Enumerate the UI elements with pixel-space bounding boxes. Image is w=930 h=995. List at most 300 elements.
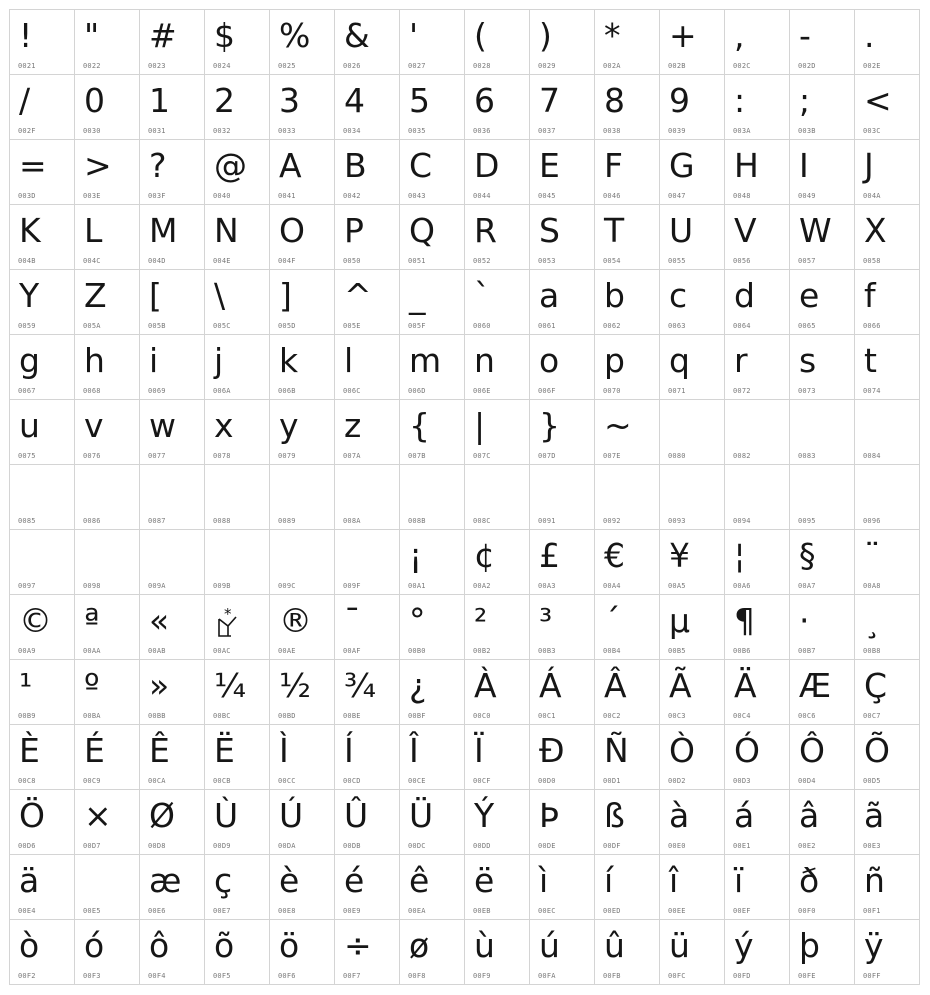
- glyph-cell[interactable]: [205, 790, 270, 855]
- glyph-cell[interactable]: [465, 335, 530, 400]
- glyph-cell[interactable]: [140, 140, 205, 205]
- glyph-cell[interactable]: [725, 400, 790, 465]
- glyph-cell[interactable]: [205, 270, 270, 335]
- glyph-cell[interactable]: [335, 660, 400, 725]
- glyph-cell[interactable]: [10, 140, 75, 205]
- glyph-char: û: [604, 926, 625, 965]
- glyph-code-label: 007A: [343, 452, 361, 460]
- glyph-cell[interactable]: [530, 595, 595, 660]
- glyph-cell[interactable]: [75, 205, 140, 270]
- glyph-cell[interactable]: [595, 660, 660, 725]
- glyph-cell[interactable]: [530, 335, 595, 400]
- glyph-cell[interactable]: [530, 725, 595, 790]
- glyph-code-label: 0058: [863, 257, 881, 265]
- glyph-code-label: 0056: [733, 257, 751, 265]
- glyph-cell[interactable]: [270, 400, 335, 465]
- glyph-code-label: 004B: [18, 257, 36, 265]
- glyph-code-label: 00DD: [473, 842, 491, 850]
- glyph-cell[interactable]: [660, 75, 725, 140]
- glyph-cell[interactable]: [660, 270, 725, 335]
- glyph-cell[interactable]: [790, 140, 855, 205]
- glyph-cell[interactable]: [855, 920, 920, 985]
- glyph-cell[interactable]: [140, 920, 205, 985]
- glyph-cell[interactable]: [205, 725, 270, 790]
- glyph-cell[interactable]: [465, 10, 530, 75]
- glyph-code-label: 00A2: [473, 582, 491, 590]
- glyph-cell[interactable]: [400, 725, 465, 790]
- glyph-cell[interactable]: [595, 75, 660, 140]
- glyph-code-label: 005E: [343, 322, 361, 330]
- glyph-cell[interactable]: [270, 75, 335, 140]
- glyph-cell[interactable]: [530, 790, 595, 855]
- glyph-cell[interactable]: [465, 140, 530, 205]
- glyph-char: ª: [84, 601, 100, 640]
- glyph-cell[interactable]: [10, 920, 75, 985]
- glyph-code-label: 005D: [278, 322, 296, 330]
- glyph-cell[interactable]: [205, 660, 270, 725]
- glyph-cell[interactable]: [465, 465, 530, 530]
- glyph-cell[interactable]: [75, 660, 140, 725]
- glyph-cell[interactable]: [335, 855, 400, 920]
- glyph-cell[interactable]: [530, 205, 595, 270]
- glyph-cell[interactable]: [790, 790, 855, 855]
- glyph-cell[interactable]: [465, 400, 530, 465]
- glyph-cell[interactable]: [205, 530, 270, 595]
- glyph-cell[interactable]: [335, 465, 400, 530]
- glyph-cell[interactable]: [10, 725, 75, 790]
- glyph-cell[interactable]: [75, 335, 140, 400]
- glyph-cell[interactable]: [465, 75, 530, 140]
- glyph-cell[interactable]: [855, 140, 920, 205]
- glyph-cell[interactable]: [335, 140, 400, 205]
- glyph-cell[interactable]: [855, 10, 920, 75]
- glyph-code-label: 00F7: [343, 972, 361, 980]
- glyph-cell[interactable]: [140, 790, 205, 855]
- glyph-cell[interactable]: [10, 205, 75, 270]
- glyph-code-label: 00A5: [668, 582, 686, 590]
- svg-text:*: *: [224, 605, 232, 623]
- glyph-cell[interactable]: [75, 10, 140, 75]
- glyph-char: L: [84, 211, 103, 250]
- glyph-char: K: [19, 211, 41, 250]
- glyph-cell[interactable]: [855, 790, 920, 855]
- glyph-cell[interactable]: [75, 75, 140, 140]
- glyph-cell[interactable]: [400, 400, 465, 465]
- glyph-cell[interactable]: [140, 75, 205, 140]
- glyph-cell[interactable]: [140, 855, 205, 920]
- glyph-char: 1: [149, 81, 170, 120]
- glyph-cell[interactable]: [725, 75, 790, 140]
- glyph-cell[interactable]: [400, 660, 465, 725]
- glyph-char: ð: [799, 861, 820, 900]
- glyph-cell[interactable]: [660, 725, 725, 790]
- glyph-code-label: 00EE: [668, 907, 686, 915]
- glyph-cell[interactable]: [465, 205, 530, 270]
- glyph-code-label: 00D1: [603, 777, 621, 785]
- glyph-char: 2: [214, 81, 235, 120]
- glyph-cell[interactable]: [595, 725, 660, 790]
- glyph-cell[interactable]: [400, 595, 465, 660]
- glyph-cell[interactable]: [400, 335, 465, 400]
- glyph-cell[interactable]: [530, 140, 595, 205]
- glyph-cell[interactable]: [400, 790, 465, 855]
- glyph-code-label: 00A6: [733, 582, 751, 590]
- glyph-cell[interactable]: [205, 595, 270, 660]
- glyph-cell[interactable]: [790, 920, 855, 985]
- glyph-cell[interactable]: [595, 335, 660, 400]
- glyph-cell[interactable]: [725, 920, 790, 985]
- glyph-char: Ï: [474, 731, 484, 770]
- glyph-cell[interactable]: [205, 10, 270, 75]
- glyph-code-label: 00E7: [213, 907, 231, 915]
- glyph-cell[interactable]: [75, 855, 140, 920]
- glyph-cell[interactable]: [530, 270, 595, 335]
- glyph-char: Ô: [799, 731, 825, 770]
- glyph-cell[interactable]: [855, 855, 920, 920]
- glyph-code-label: 00F6: [278, 972, 296, 980]
- glyph-code-label: 0064: [733, 322, 751, 330]
- glyph-code-label: 003C: [863, 127, 881, 135]
- glyph-cell[interactable]: [465, 530, 530, 595]
- glyph-char: º: [84, 666, 100, 705]
- glyph-char: 0: [84, 81, 105, 120]
- glyph-code-label: 0032: [213, 127, 231, 135]
- glyph-cell[interactable]: [530, 855, 595, 920]
- glyph-cell[interactable]: [140, 10, 205, 75]
- glyph-cell[interactable]: [855, 465, 920, 530]
- glyph-cell[interactable]: [725, 140, 790, 205]
- glyph-cell[interactable]: [10, 270, 75, 335]
- glyph-cell[interactable]: [465, 855, 530, 920]
- glyph-cell[interactable]: [660, 595, 725, 660]
- glyph-char: ¹: [19, 666, 33, 705]
- glyph-cell[interactable]: [140, 270, 205, 335]
- glyph-cell[interactable]: [595, 595, 660, 660]
- glyph-cell[interactable]: [75, 790, 140, 855]
- glyph-cell[interactable]: [75, 140, 140, 205]
- glyph-cell[interactable]: [75, 530, 140, 595]
- glyph-cell[interactable]: [75, 465, 140, 530]
- glyph-code-label: 00A9: [18, 647, 36, 655]
- glyph-cell[interactable]: [855, 335, 920, 400]
- glyph-cell[interactable]: [10, 790, 75, 855]
- glyph-code-label: 00FB: [603, 972, 621, 980]
- glyph-cell[interactable]: [400, 920, 465, 985]
- glyph-cell[interactable]: [855, 75, 920, 140]
- glyph-char: -: [799, 16, 811, 55]
- glyph-cell[interactable]: [140, 465, 205, 530]
- glyph-cell[interactable]: [855, 205, 920, 270]
- glyph-code-label: 0025: [278, 62, 296, 70]
- glyph-cell[interactable]: [530, 465, 595, 530]
- glyph-cell[interactable]: [790, 335, 855, 400]
- glyph-code-label: 007C: [473, 452, 491, 460]
- glyph-cell[interactable]: [10, 75, 75, 140]
- glyph-cell[interactable]: [660, 205, 725, 270]
- glyph-code-label: 00B3: [538, 647, 556, 655]
- glyph-cell[interactable]: [790, 270, 855, 335]
- glyph-cell[interactable]: [205, 335, 270, 400]
- glyph-cell[interactable]: [10, 855, 75, 920]
- glyph-cell[interactable]: [660, 660, 725, 725]
- glyph-cell[interactable]: [10, 530, 75, 595]
- glyph-code-label: 006C: [343, 387, 361, 395]
- glyph-cell[interactable]: [140, 335, 205, 400]
- glyph-cell[interactable]: [400, 140, 465, 205]
- glyph-char: õ: [214, 926, 235, 965]
- glyph-code-label: 0073: [798, 387, 816, 395]
- glyph-cell[interactable]: [270, 270, 335, 335]
- glyph-cell[interactable]: [530, 75, 595, 140]
- glyph-cell[interactable]: [595, 790, 660, 855]
- glyph-cell[interactable]: [205, 140, 270, 205]
- glyph-char: Þ: [539, 796, 559, 835]
- glyph-cell[interactable]: [205, 920, 270, 985]
- glyph-cell[interactable]: [335, 920, 400, 985]
- glyph-cell[interactable]: [660, 920, 725, 985]
- glyph-cell[interactable]: [465, 920, 530, 985]
- glyph-cell[interactable]: [270, 140, 335, 205]
- glyph-cell[interactable]: [790, 725, 855, 790]
- glyph-cell[interactable]: [530, 660, 595, 725]
- glyph-cell[interactable]: [660, 400, 725, 465]
- glyph-code-label: 006D: [408, 387, 426, 395]
- glyph-char: ": [84, 16, 100, 55]
- glyph-cell[interactable]: [140, 660, 205, 725]
- glyph-code-label: 00AE: [278, 647, 296, 655]
- glyph-code-label: 00B7: [798, 647, 816, 655]
- glyph-char: 9: [669, 81, 690, 120]
- glyph-cell[interactable]: [725, 335, 790, 400]
- glyph-cell[interactable]: [465, 270, 530, 335]
- glyph-cell[interactable]: [725, 725, 790, 790]
- glyph-cell[interactable]: [205, 465, 270, 530]
- glyph-cell[interactable]: [790, 660, 855, 725]
- glyph-cell[interactable]: [790, 10, 855, 75]
- glyph-cell[interactable]: [270, 595, 335, 660]
- glyph-cell[interactable]: [270, 725, 335, 790]
- glyph-code-label: 0061: [538, 322, 556, 330]
- glyph-cell[interactable]: [270, 920, 335, 985]
- glyph-cell[interactable]: [270, 790, 335, 855]
- glyph-cell[interactable]: [335, 595, 400, 660]
- glyph-cell[interactable]: [335, 790, 400, 855]
- glyph-cell[interactable]: [205, 400, 270, 465]
- glyph-char: À: [474, 666, 497, 705]
- glyph-cell[interactable]: [465, 595, 530, 660]
- glyph-cell[interactable]: [140, 595, 205, 660]
- glyph-code-label: 0080: [668, 452, 686, 460]
- glyph-char: ç: [214, 861, 233, 900]
- glyph-cell[interactable]: [725, 465, 790, 530]
- glyph-char: (: [474, 16, 487, 55]
- glyph-cell[interactable]: [400, 855, 465, 920]
- glyph-cell[interactable]: [855, 660, 920, 725]
- glyph-cell[interactable]: [270, 465, 335, 530]
- glyph-code-label: 003F: [148, 192, 166, 200]
- glyph-cell[interactable]: [75, 270, 140, 335]
- glyph-cell[interactable]: [725, 270, 790, 335]
- glyph-char: ³: [539, 601, 553, 640]
- glyph-cell[interactable]: [335, 530, 400, 595]
- glyph-cell[interactable]: [335, 400, 400, 465]
- glyph-cell[interactable]: [530, 920, 595, 985]
- glyph-cell[interactable]: [270, 855, 335, 920]
- glyph-cell[interactable]: [660, 855, 725, 920]
- glyph-cell[interactable]: [595, 920, 660, 985]
- glyph-cell[interactable]: [595, 10, 660, 75]
- glyph-cell[interactable]: [335, 75, 400, 140]
- glyph-cell[interactable]: [10, 660, 75, 725]
- glyph-cell[interactable]: [790, 75, 855, 140]
- glyph-cell[interactable]: [790, 205, 855, 270]
- glyph-char: U: [669, 211, 694, 250]
- glyph-cell[interactable]: [660, 335, 725, 400]
- glyph-cell[interactable]: [465, 790, 530, 855]
- glyph-cell[interactable]: [595, 465, 660, 530]
- glyph-char: =: [19, 146, 47, 185]
- glyph-cell[interactable]: [205, 855, 270, 920]
- glyph-cell[interactable]: [140, 400, 205, 465]
- glyph-char: ÿ: [864, 926, 884, 965]
- glyph-cell[interactable]: [725, 790, 790, 855]
- glyph-char: .: [864, 16, 875, 55]
- glyph-char: ö: [279, 926, 300, 965]
- glyph-cell[interactable]: [400, 270, 465, 335]
- glyph-code-label: 00B4: [603, 647, 621, 655]
- glyph-cell[interactable]: [205, 75, 270, 140]
- glyph-char: Ä: [734, 666, 757, 705]
- glyph-code-label: 00BB: [148, 712, 166, 720]
- glyph-cell[interactable]: [400, 205, 465, 270]
- glyph-cell[interactable]: [205, 205, 270, 270]
- glyph-cell[interactable]: [725, 10, 790, 75]
- glyph-cell[interactable]: [400, 75, 465, 140]
- glyph-cell[interactable]: [10, 595, 75, 660]
- glyph-code-label: 0031: [148, 127, 166, 135]
- glyph-cell[interactable]: [75, 400, 140, 465]
- glyph-char: ¢: [474, 536, 495, 575]
- glyph-cell[interactable]: [270, 10, 335, 75]
- glyph-cell[interactable]: [595, 205, 660, 270]
- glyph-cell[interactable]: [75, 920, 140, 985]
- glyph-code-label: 00C1: [538, 712, 556, 720]
- glyph-cell[interactable]: [790, 400, 855, 465]
- glyph-char: ú: [539, 926, 560, 965]
- glyph-cell[interactable]: [855, 595, 920, 660]
- glyph-code-label: 002A: [603, 62, 621, 70]
- glyph-cell[interactable]: [400, 530, 465, 595]
- glyph-cell[interactable]: [75, 725, 140, 790]
- glyph-cell[interactable]: [140, 530, 205, 595]
- glyph-cell[interactable]: [270, 660, 335, 725]
- glyph-cell[interactable]: [660, 530, 725, 595]
- glyph-cell[interactable]: [400, 465, 465, 530]
- glyph-cell[interactable]: [335, 270, 400, 335]
- glyph-cell[interactable]: [270, 205, 335, 270]
- glyph-cell[interactable]: [335, 725, 400, 790]
- glyph-cell[interactable]: [140, 205, 205, 270]
- glyph-cell[interactable]: [530, 10, 595, 75]
- glyph-cell[interactable]: [725, 855, 790, 920]
- glyph-cell[interactable]: [10, 10, 75, 75]
- glyph-cell[interactable]: [10, 335, 75, 400]
- glyph-cell[interactable]: [140, 725, 205, 790]
- glyph-code-label: 0094: [733, 517, 751, 525]
- glyph-char: _: [409, 276, 426, 315]
- glyph-cell[interactable]: [855, 725, 920, 790]
- glyph-char: c: [669, 276, 688, 315]
- glyph-char: Æ: [799, 666, 832, 705]
- glyph-char: D: [474, 146, 500, 185]
- glyph-cell[interactable]: [660, 790, 725, 855]
- glyph-cell[interactable]: [725, 660, 790, 725]
- glyph-cell[interactable]: [335, 335, 400, 400]
- glyph-char: S: [539, 211, 560, 250]
- glyph-cell[interactable]: [660, 140, 725, 205]
- glyph-code-label: 00EC: [538, 907, 556, 915]
- glyph-char: W: [799, 211, 832, 250]
- glyph-code-label: 0077: [148, 452, 166, 460]
- glyph-char: ¥: [669, 536, 690, 575]
- glyph-code-label: 0035: [408, 127, 426, 135]
- glyph-char: à: [669, 796, 690, 835]
- glyph-cell[interactable]: [790, 465, 855, 530]
- glyph-cell[interactable]: [530, 530, 595, 595]
- glyph-cell[interactable]: [660, 10, 725, 75]
- glyph-cell[interactable]: [465, 725, 530, 790]
- glyph-cell[interactable]: [400, 10, 465, 75]
- glyph-cell[interactable]: [595, 400, 660, 465]
- glyph-cell[interactable]: [75, 595, 140, 660]
- glyph-char: ï: [734, 861, 744, 900]
- glyph-cell[interactable]: [465, 660, 530, 725]
- glyph-char: ¸: [864, 601, 881, 640]
- glyph-cell[interactable]: [10, 400, 75, 465]
- glyph-code-label: 0063: [668, 322, 686, 330]
- glyph-char: ?: [149, 146, 167, 185]
- glyph-cell[interactable]: [595, 530, 660, 595]
- glyph-cell[interactable]: [335, 10, 400, 75]
- glyph-cell[interactable]: [595, 140, 660, 205]
- glyph-cell[interactable]: [725, 595, 790, 660]
- glyph-char: q: [669, 341, 690, 380]
- glyph-cell[interactable]: [595, 270, 660, 335]
- glyph-cell[interactable]: [530, 400, 595, 465]
- glyph-cell[interactable]: [855, 270, 920, 335]
- glyph-code-label: 008C: [473, 517, 491, 525]
- glyph-cell[interactable]: [855, 400, 920, 465]
- glyph-cell[interactable]: [270, 335, 335, 400]
- glyph-cell[interactable]: [725, 530, 790, 595]
- glyph-cell[interactable]: [790, 855, 855, 920]
- glyph-cell[interactable]: [790, 595, 855, 660]
- glyph-cell[interactable]: [10, 465, 75, 530]
- glyph-cell[interactable]: [725, 205, 790, 270]
- glyph-cell[interactable]: [855, 530, 920, 595]
- glyph-char: ¿: [409, 666, 427, 705]
- glyph-char: Ý: [474, 796, 495, 835]
- glyph-cell[interactable]: [270, 530, 335, 595]
- glyph-cell[interactable]: [335, 205, 400, 270]
- glyph-char: r: [734, 341, 748, 380]
- glyph-char: ß: [604, 796, 625, 835]
- glyph-code-label: 0086: [83, 517, 101, 525]
- glyph-cell[interactable]: [790, 530, 855, 595]
- glyph-code-label: 0074: [863, 387, 881, 395]
- glyph-cell[interactable]: [660, 465, 725, 530]
- glyph-cell[interactable]: [595, 855, 660, 920]
